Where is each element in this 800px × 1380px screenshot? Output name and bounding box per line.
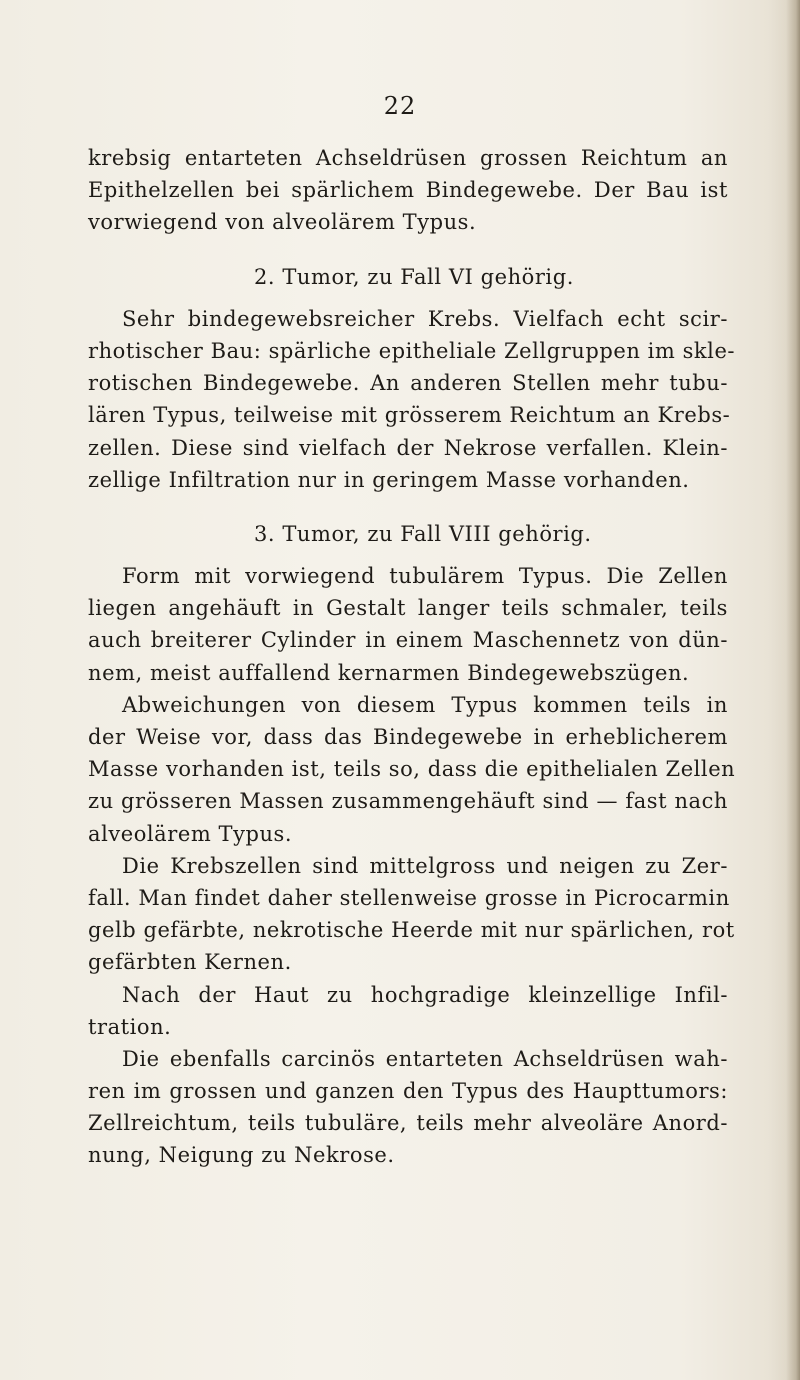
paragraph bbox=[88, 850, 735, 979]
text-line: liegen angehäuft in Gestalt langer teils schmaler, teils bbox=[88, 596, 728, 621]
section-spacer bbox=[88, 239, 728, 261]
text-line: ren im grossen und ganzen den Typus des Haupttumors: bbox=[88, 1079, 728, 1104]
text-line: rhotischer Bau: spärliche epitheliale Zellgruppen im skle- bbox=[88, 338, 736, 363]
page-edge-shadow bbox=[786, 0, 800, 1380]
text-line: rotischen Bindegewebe. An anderen Stellen mehr tubu- bbox=[88, 371, 728, 396]
text-line: nung, Neigung zu Nekrose. bbox=[88, 1143, 395, 1168]
paragraph bbox=[88, 560, 728, 689]
section-spacer bbox=[88, 550, 728, 560]
text-line: Die ebenfalls carcinös entarteten Achseldrüsen wah- bbox=[122, 1046, 728, 1071]
text-line: zu grösseren Massen zusammengehäuft sind — fast nach bbox=[88, 789, 728, 814]
section-spacer bbox=[88, 293, 728, 303]
text-line: Form mit vorwiegend tubulärem Typus. Die Zellen bbox=[122, 564, 728, 589]
section-heading bbox=[88, 261, 728, 293]
text-line: Nach der Haut zu hochgradige kleinzellige Infil- bbox=[122, 982, 728, 1007]
text-line: zellen. Diese sind vielfach der Nekrose verfallen. Klein- bbox=[88, 435, 728, 460]
body-text bbox=[88, 142, 736, 1172]
text-line: vorwiegend von alveolärem Typus. bbox=[88, 210, 477, 235]
text-line: gelb gefärbte, nekrotische Heerde mit nur spärlichen, rot bbox=[88, 918, 735, 943]
heading-line: 3. Tumor, zu Fall VIII gehörig. bbox=[254, 521, 592, 546]
text-line: der Weise vor, dass das Bindegewebe in erheblicherem bbox=[88, 725, 728, 749]
text-line: Abweichungen von diesem Typus kommen teils in bbox=[122, 692, 728, 717]
text-line: Zellreichtum, teils tubuläre, teils mehr alveoläre Anord- bbox=[88, 1111, 728, 1136]
text-line: gefärbten Kernen. bbox=[88, 950, 292, 975]
text-line: tration. bbox=[88, 1014, 172, 1039]
paragraph bbox=[88, 1043, 728, 1172]
paragraph bbox=[88, 689, 736, 850]
text-line: Epithelzellen bei spärlichem Bindegewebe. Der Bau ist bbox=[88, 178, 728, 203]
text-line: Masse vorhanden ist, teils so, dass die epithelialen Zellen bbox=[88, 757, 736, 782]
text-line: nem, meist auffallend kernarmen Bindegewebszügen. bbox=[88, 660, 690, 685]
paragraph bbox=[88, 303, 736, 496]
text-line: Sehr bindegewebsreicher Krebs. Vielfach echt scir- bbox=[122, 306, 728, 331]
heading-line: 2. Tumor, zu Fall VI gehörig. bbox=[254, 264, 574, 289]
text-line: lären Typus, teilweise mit grösserem Reichtum an Krebs- bbox=[88, 403, 731, 428]
text-line: auch breiterer Cylinder in einem Maschennetz von dün- bbox=[88, 628, 728, 653]
section-spacer bbox=[88, 496, 728, 518]
page-number: 22 bbox=[383, 92, 417, 120]
text-line: zellige Infiltration nur in geringem Masse vorhanden. bbox=[88, 467, 690, 492]
paragraph bbox=[88, 142, 728, 239]
text-line: alveolärem Typus. bbox=[88, 821, 293, 846]
text-line: fall. Man findet daher stellenweise grosse in Picrocarmin bbox=[88, 885, 730, 910]
paragraph bbox=[88, 979, 728, 1043]
text-line: Die Krebszellen sind mittelgross und neigen zu Zer- bbox=[122, 853, 728, 878]
text-line: krebsig entarteten Achseldrüsen grossen Reichtum an bbox=[88, 146, 728, 170]
section-heading bbox=[88, 518, 728, 550]
